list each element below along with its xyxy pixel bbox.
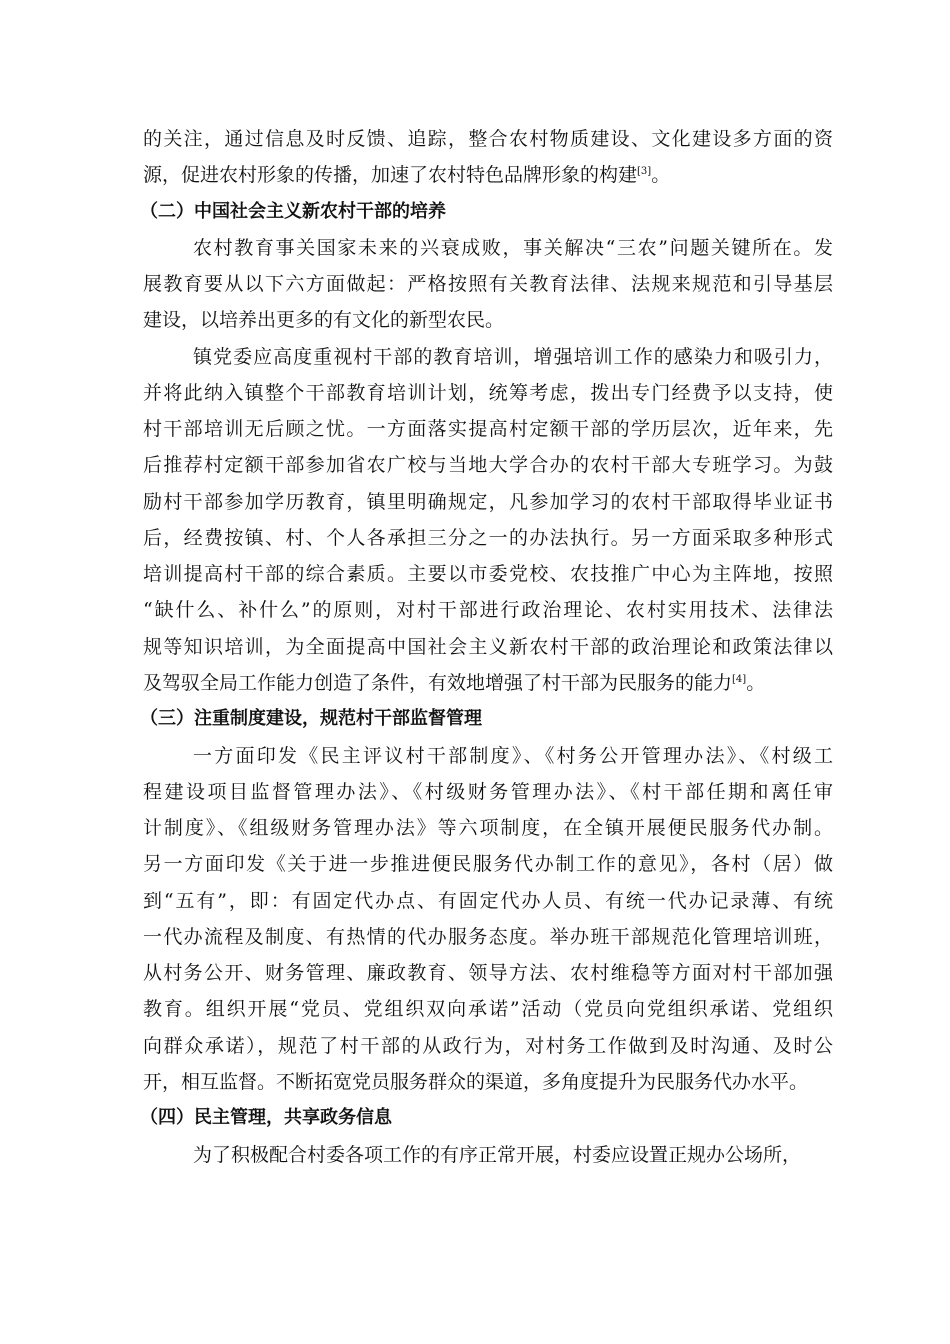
citation-4: [4] <box>732 674 747 685</box>
paragraph-line: 并将此纳入镇整个干部教育培训计划，统筹考虑，拨出专门经费予以支持，使 <box>143 382 833 404</box>
paragraph-line: 到“五有”，即：有固定代办点、有固定代办人员、有统一代办记录薄、有统 <box>143 890 833 912</box>
paragraph-line: 培训提高村干部的综合素质。主要以市委党校、农技推广中心为主阵地，按照 <box>143 563 833 585</box>
citation-3: [3] <box>637 166 652 177</box>
paragraph-line: 展教育要从以下六方面做起：严格按照有关教育法律、法规来规范和引导基层 <box>143 273 833 295</box>
paragraph-line: 镇党委应高度重视村干部的教育培训，增强培训工作的感染力和吸引力， <box>193 346 833 368</box>
line-text: 及驾驭全局工作能力创造了条件，有效地增强了村干部为民服务的能力 <box>143 672 733 694</box>
paragraph-line: 向群众承诺），规范了村干部的从政行为，对村务工作做到及时沟通、及时公 <box>143 1035 833 1057</box>
paragraph-line <box>143 671 765 695</box>
paragraph-line: 教育。组织开展“党员、党组织双向承诺”活动（党员向党组织承诺、党组织 <box>143 998 833 1020</box>
paragraph-line: 规等知识培训，为全面提高中国社会主义新农村干部的政治理论和政策法律以 <box>143 636 833 658</box>
paragraph-line: 后，经费按镇、村、个人各承担三分之一的办法执行。另一方面采取多种形式 <box>143 527 833 549</box>
line-text: 源，促进农村形象的传播，加速了农村特色品牌形象的构建 <box>143 164 638 186</box>
paragraph-line: 程建设项目监督管理办法》、《村级财务管理办法》、《村干部任期和离任审 <box>143 781 833 803</box>
paragraph-line: “缺什么、补什么”的原则，对村干部进行政治理论、农村实用技术、法律法 <box>143 599 833 621</box>
paragraph-line: 村干部培训无后顾之忧。一方面落实提高村定额干部的学历层次，近年来，先 <box>143 418 833 440</box>
paragraph-line: 计制度》、《组级财务管理办法》等六项制度，在全镇开展便民服务代办制。 <box>143 817 833 839</box>
paragraph-line: 另一方面印发《关于进一步推进便民服务代办制工作的意见》，各村（居）做 <box>143 853 833 875</box>
line-end-punct: 。 <box>651 164 671 186</box>
paragraph-line: 开，相互监督。不断拓宽党员服务群众的渠道，多角度提升为民服务代办水平。 <box>143 1071 809 1093</box>
section-heading-2: （二）中国社会主义新农村干部的培养 <box>140 201 446 222</box>
section-heading-3: （三）注重制度建设，规范村干部监督管理 <box>140 708 482 729</box>
paragraph-line: 一代办流程及制度、有热情的代办服务态度。举办班干部规范化管理培训班， <box>143 926 833 948</box>
paragraph-line: 为了积极配合村委各项工作的有序正常开展，村委应设置正规办公场所， <box>193 1144 802 1166</box>
paragraph-line: 的关注，通过信息及时反馈、追踪，整合农村物质建设、文化建设多方面的资 <box>143 128 833 150</box>
paragraph-line <box>143 163 670 187</box>
paragraph-line: 后推荐村定额干部参加省农广校与当地大学合办的农村干部大专班学习。为鼓 <box>143 454 833 476</box>
paragraph-line: 励村干部参加学历教育，镇里明确规定，凡参加学习的农村干部取得毕业证书 <box>143 491 833 513</box>
paragraph-line: 农村教育事关国家未来的兴衰成败，事关解决“三农”问题关键所在。发 <box>193 237 833 259</box>
paragraph-line: 从村务公开、财务管理、廉政教育、领导方法、农村维稳等方面对村干部加强 <box>143 962 833 984</box>
paragraph-line: 一方面印发《民主评议村干部制度》、《村务公开管理办法》、《村级工 <box>193 745 833 767</box>
paragraph-line: 建设，以培养出更多的有文化的新型农民。 <box>143 309 505 331</box>
line-end-punct: 。 <box>746 672 766 694</box>
section-heading-4: （四）民主管理，共享政务信息 <box>140 1107 392 1128</box>
